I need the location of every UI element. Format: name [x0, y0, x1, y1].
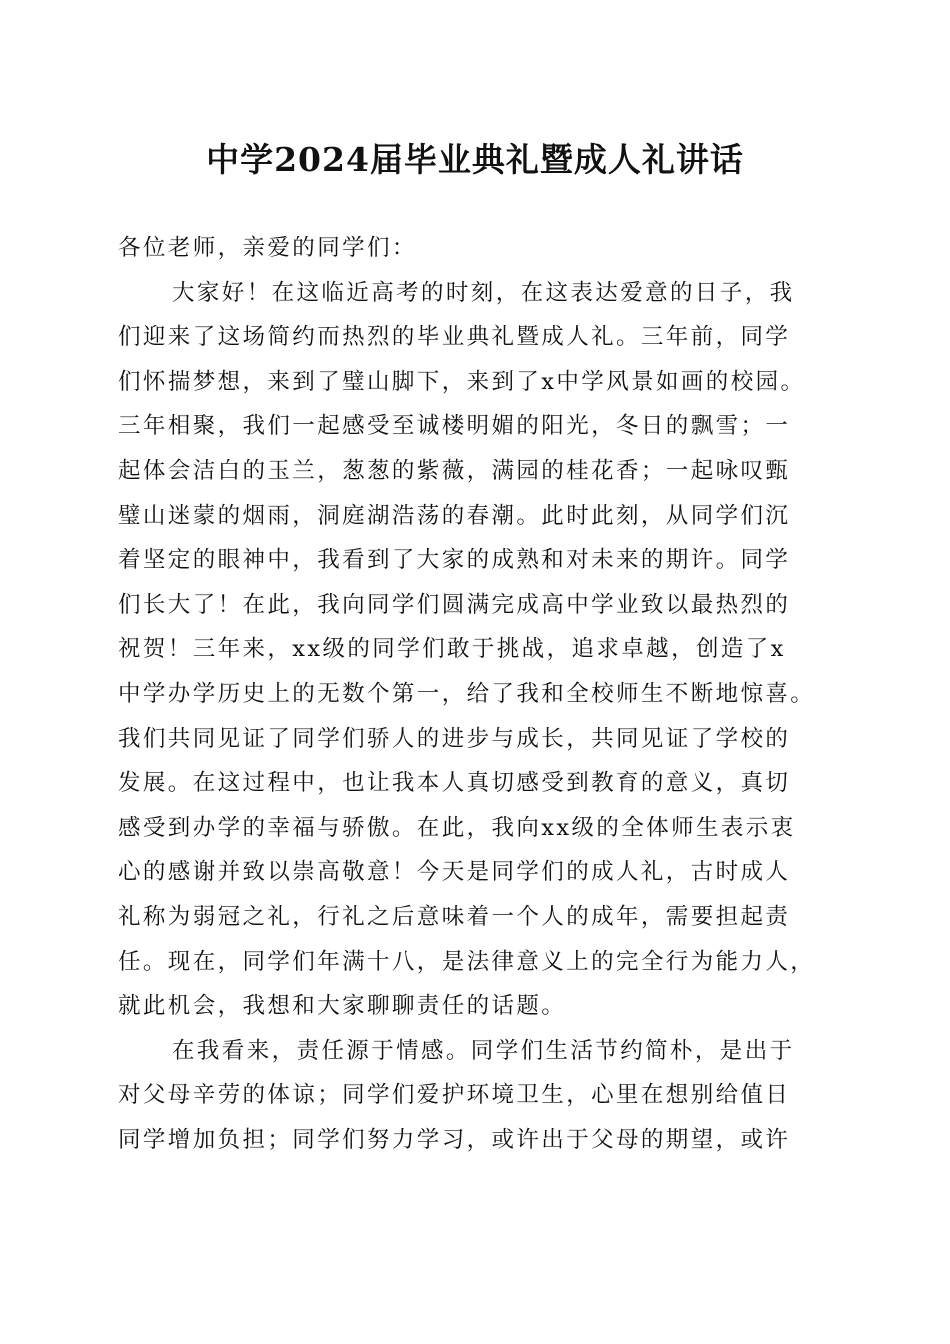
- text-line: 对父母辛劳的体谅；同学们爱护环境卫生，心里在想别给值日: [118, 1082, 791, 1109]
- text-line: 感受到办学的幸福与骄傲。在此，我向xx级的全体师生表示衷: [118, 814, 796, 841]
- paragraph-1: [118, 271, 838, 1029]
- text-line: 中学办学历史上的无数个第一，给了我和全校师生不断地惊喜。: [118, 680, 816, 707]
- text-line: 大家好！在这临近高考的时刻，在这表达爱意的日子，我: [172, 279, 795, 306]
- document-body: [118, 226, 838, 1162]
- text-line: 璧山迷蒙的烟雨，洞庭湖浩荡的春潮。此时此刻，从同学们沉: [118, 502, 791, 529]
- text-line: 们长大了！在此，我向同学们圆满完成高中学业致以最热烈的: [118, 591, 791, 618]
- text-line: 任。现在，同学们年满十八，是法律意义上的完全行为能力人，: [118, 948, 816, 975]
- text-line: 祝贺！三年来，xx级的同学们敢于挑战，追求卓越，创造了x: [118, 636, 786, 663]
- text-line: 我们共同见证了同学们骄人的进步与成长，共同见证了学校的: [118, 725, 791, 752]
- text-line: 在我看来，责任源于情感。同学们生活节约简朴，是出于: [172, 1037, 795, 1064]
- paragraph-2: [118, 1029, 838, 1163]
- text-line: 礼称为弱冠之礼，行礼之后意味着一个人的成年，需要担起责: [118, 903, 791, 930]
- text-line: 着坚定的眼神中，我看到了大家的成熟和对未来的期许。同学: [118, 547, 791, 574]
- text-line: 们怀揣梦想，来到了璧山脚下，来到了x中学风景如画的校园。: [118, 368, 806, 395]
- text-line: 心的感谢并致以崇高敬意！今天是同学们的成人礼，古时成人: [118, 859, 791, 886]
- text-line: 们迎来了这场简约而热烈的毕业典礼暨成人礼。三年前，同学: [118, 324, 791, 351]
- text-line: 起体会洁白的玉兰，葱葱的紫薇，满园的桂花香；一起咏叹甄: [118, 457, 791, 484]
- salutation: 各位老师，亲爱的同学们：: [118, 235, 417, 261]
- text-line: 三年相聚，我们一起感受至诚楼明媚的阳光，冬日的飘雪；一: [118, 413, 791, 440]
- text-line: 发展。在这过程中，也让我本人真切感受到教育的意义，真切: [118, 770, 791, 797]
- document-title: 中学2024届毕业典礼暨成人礼讲话: [206, 140, 744, 179]
- text-line: 同学增加负担；同学们努力学习，或许出于父母的期望，或许: [118, 1126, 791, 1153]
- text-line: 就此机会，我想和大家聊聊责任的话题。: [118, 993, 567, 1020]
